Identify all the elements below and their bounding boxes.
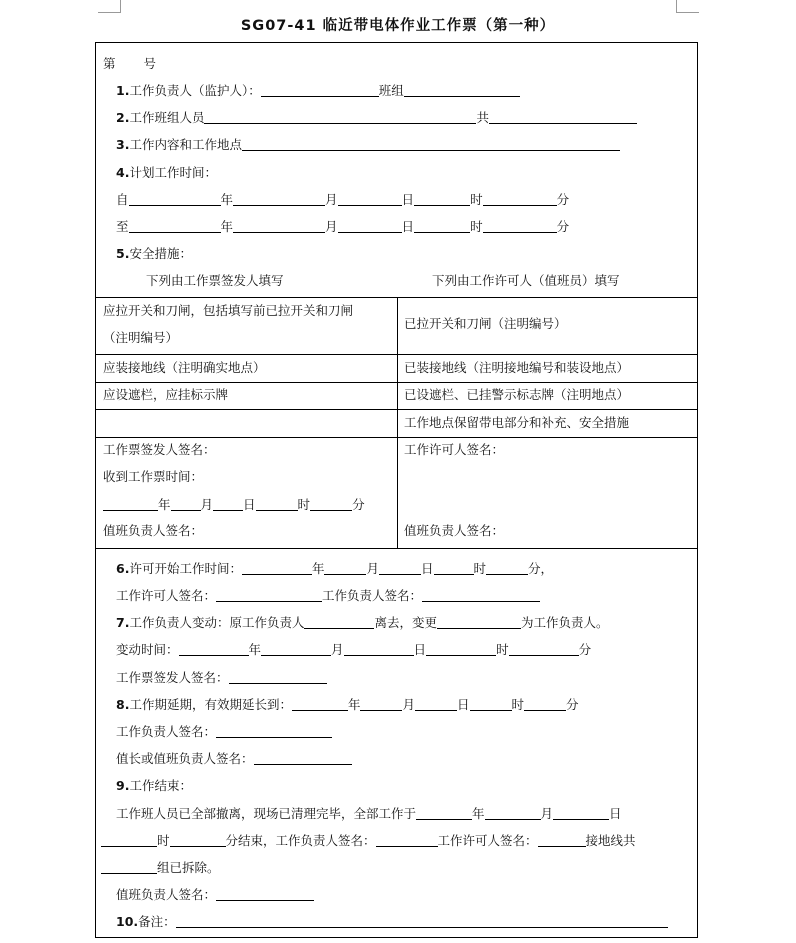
to-month-field[interactable] [233,219,325,233]
section-10: 10.备注： [116,914,668,930]
section-9-duty-sign: 值班负责人签名： [116,887,314,903]
received-hour-field[interactable] [256,497,298,511]
row4-right: 工作地点保留带电部分和补充、安全措施 [404,415,630,430]
extend-day-field[interactable] [415,697,457,711]
section-8: 8.工作期延期，有效期延长到： 年 月 日 时 分 [116,697,579,712]
section-3: 3.工作内容和工作地点 [116,137,620,153]
extend-year-field[interactable] [292,697,348,711]
member-count-field[interactable] [489,110,637,124]
end-duty-sign-field[interactable] [216,887,314,901]
section-6-signs: 工作许可人签名： 工作负责人签名： [116,588,540,604]
work-ticket-form [95,42,698,938]
to-year-field[interactable] [129,219,221,233]
section-7-issuer-sign: 工作票签发人签名： [116,670,327,686]
section-7: 7.工作负责人变动：原工作负责人 离去，变更 为工作负责人。 [116,615,609,630]
row1-right: 已拉开关和刀闸（注明编号） [404,316,567,331]
crop-mark-left [98,0,121,13]
received-year-field[interactable] [103,497,158,511]
members-field[interactable] [204,110,476,124]
ground-count-field[interactable] [101,860,157,874]
document-title: SG07-41 临近带电体作业工作票（第一种） [240,18,556,34]
row2-left: 应装接地线（注明确实地点） [103,360,266,375]
change-month-field[interactable] [261,642,331,656]
section-5: 5.安全措施： [116,246,192,261]
safety-right-header: 下列由工作许可人（值班员）填写 [432,273,620,288]
end-permit-sign-field[interactable] [538,833,586,847]
permit-month-field[interactable] [324,561,366,575]
section-6: 6.许可开始工作时间： 年 月 日 时 分， [116,561,554,576]
extend-hour-field[interactable] [470,697,512,711]
duty-sign-left: 值班负责人签名： [103,523,204,538]
section-1: 1.工作负责人（监护人）： 班组 [116,83,520,99]
remarks-field[interactable] [176,914,668,928]
extend-duty-sign-field[interactable] [254,751,352,765]
to-hour-field[interactable] [414,219,470,233]
permit-hour-field[interactable] [434,561,474,575]
leader-sign-field[interactable] [422,588,540,602]
planned-time-from: 自 年 月 日 时 分 [116,192,570,207]
end-minute-field[interactable] [170,833,226,847]
permit-sign-field[interactable] [216,588,322,602]
section-9-line2: 时 分结束，工作负责人签名： 工作许可人签名： 接地线共 [101,833,636,849]
section-4: 4.计划工作时间： [116,165,217,180]
from-year-field[interactable] [129,192,221,206]
duty-sign-right: 值班负责人签名： [404,523,505,538]
received-minute-field[interactable] [310,497,352,511]
end-hour-field[interactable] [101,833,157,847]
permit-minute-field[interactable] [486,561,528,575]
crop-mark-right [676,0,699,13]
section-8-duty-sign: 值长或值班负责人签名： [116,751,352,767]
new-leader-field[interactable] [437,615,521,629]
from-month-field[interactable] [233,192,325,206]
section-9-line1: 工作班人员已全部撤离，现场已清理完毕，全部工作于 年 月 日 [116,806,622,821]
extend-minute-field[interactable] [524,697,566,711]
leader-field[interactable] [261,83,379,97]
from-minute-field[interactable] [483,192,557,206]
content-location-field[interactable] [242,137,620,151]
issuer-sign-field[interactable] [229,670,327,684]
received-month-field[interactable] [171,497,201,511]
permit-year-field[interactable] [242,561,312,575]
planned-time-to: 至 年 月 日 时 分 [116,219,570,234]
end-year-field[interactable] [416,806,472,820]
grid-line [96,548,697,549]
change-year-field[interactable] [179,642,249,656]
end-leader-sign-field[interactable] [376,833,438,847]
safety-left-header: 下列由工作票签发人填写 [146,273,284,288]
row3-left: 应设遮栏，应挂标示牌 [103,387,229,402]
section-2: 2.工作班组人员 共 [116,110,637,126]
row1-left-line2: （注明编号） [103,330,179,345]
received-time-label: 收到工作票时间： [103,469,204,484]
to-day-field[interactable] [338,219,402,233]
received-time-fields: 年 月 日 时 分 [103,497,365,513]
from-hour-field[interactable] [414,192,470,206]
original-leader-field[interactable] [304,615,374,629]
change-day-field[interactable] [344,642,414,656]
to-minute-field[interactable] [483,219,557,233]
row3-right: 已设遮栏、已挂警示标志牌（注明地点） [404,387,630,402]
permit-day-field[interactable] [379,561,421,575]
change-time: 变动时间： 年 月 日 时 分 [116,642,592,657]
issuer-sign-label: 工作票签发人签名： [103,442,216,457]
section-9: 9.工作结束： [116,778,192,793]
extend-leader-sign-field[interactable] [216,724,332,738]
extend-month-field[interactable] [360,697,402,711]
section-8-leader-sign: 工作负责人签名： [116,724,332,740]
end-month-field[interactable] [485,806,541,820]
change-hour-field[interactable] [426,642,496,656]
serial-number: 第 号 [103,56,157,71]
team-field[interactable] [404,83,520,97]
grid-line [397,297,398,548]
change-minute-field[interactable] [509,642,579,656]
section-9-line3: 组已拆除。 [101,860,220,876]
from-day-field[interactable] [338,192,402,206]
row1-left-line1: 应拉开关和刀闸，包括填写前已拉开关和刀闸 [103,303,354,318]
received-day-field[interactable] [213,497,243,511]
end-day-field[interactable] [553,806,609,820]
row2-right: 已装接地线（注明接地编号和装设地点） [404,360,630,375]
permit-sign-label: 工作许可人签名： [404,442,505,457]
